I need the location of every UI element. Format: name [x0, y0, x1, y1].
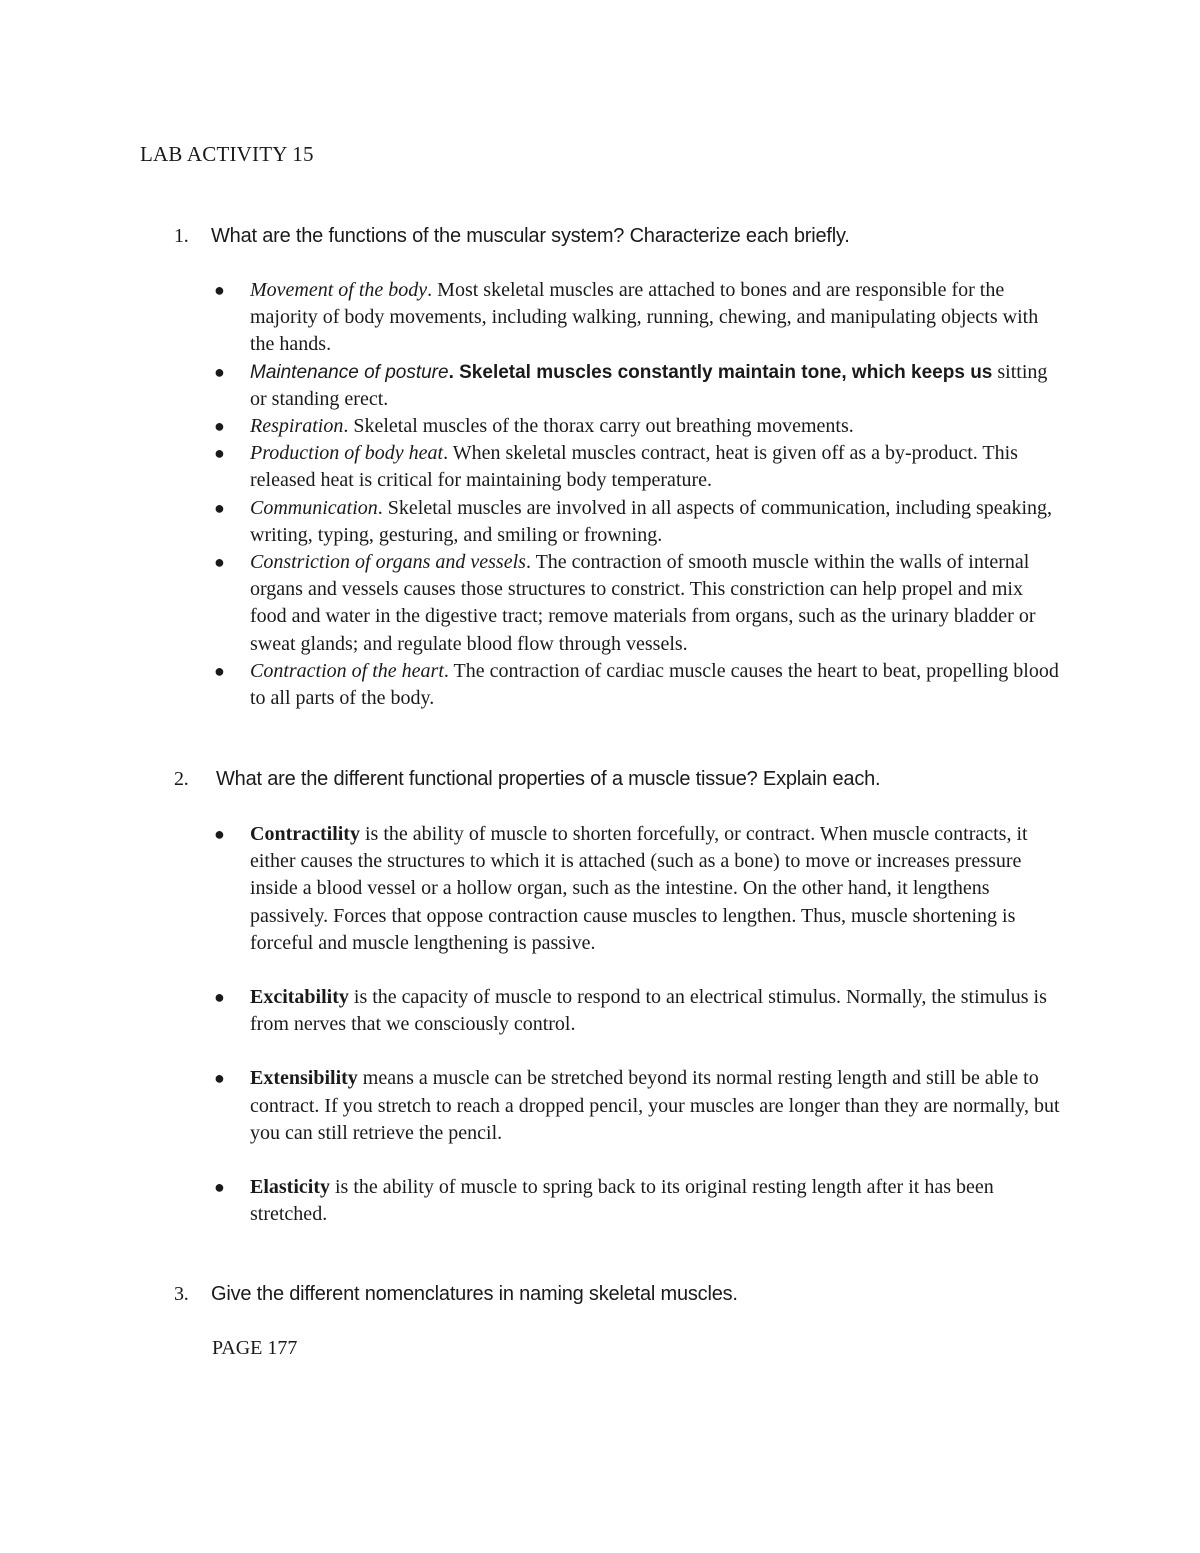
bullet-icon: ●	[214, 552, 225, 573]
question-number: 1.	[174, 225, 189, 247]
list-item	[212, 277, 1062, 359]
item-text: is the capacity of muscle to respond to an electrical stimulus. Normally, the stimulus is from nerves that we consciously control.	[250, 986, 1047, 1036]
list-item	[212, 984, 1062, 1038]
item-text: . Most skeletal muscles are attached to bones and are responsible for the majority of body movements, including walking, running, chewing, and manipulating objects with the hands.	[250, 279, 1039, 356]
bullet-icon: ●	[214, 361, 225, 382]
list-item	[212, 413, 1062, 440]
item-term: Extensibility	[250, 1067, 358, 1090]
item-text: is the ability of muscle to spring back to its original resting length after it has been stretched.	[250, 1176, 994, 1226]
item-term: Constriction of organs and vessels	[250, 551, 526, 574]
item-term: Maintenance of posture	[250, 361, 449, 383]
item-term: Communication	[250, 496, 378, 519]
bullet-icon: ●	[214, 497, 225, 518]
bullet-icon: ●	[214, 824, 225, 844]
bullet-icon: ●	[214, 1177, 225, 1198]
bullet-icon: ●	[214, 416, 225, 437]
item-text: . Skeletal muscles of the thorax carry out breathing movements.	[343, 415, 854, 438]
bullet-icon: ●	[214, 1068, 225, 1089]
question-text: Give the different nomenclatures in naming skeletal muscles.	[211, 1283, 738, 1305]
item-term: Contraction of the heart	[250, 659, 444, 682]
list-item	[212, 658, 1062, 712]
item-text: . The contraction of smooth muscle within the walls of internal organs and vessels causes those structures to constrict. This constriction can help propel and mix food and water in the digestive tract; remove materials from organs, such as the urinary bladder or sweat glands; and regulate blood flow through vessels.	[250, 551, 1036, 655]
question-number: 2.	[174, 768, 189, 790]
list-item	[212, 440, 1062, 494]
item-term: Excitability	[250, 986, 349, 1009]
list-item	[212, 1065, 1062, 1147]
bullet-icon: ●	[214, 280, 225, 300]
functions-list	[212, 277, 1062, 712]
question-text: What are the functions of the muscular system? Characterize each briefly.	[211, 225, 850, 247]
item-term: Production of body heat	[250, 442, 444, 465]
item-term: Movement of the body	[250, 279, 428, 301]
item-text-bold: . Skeletal muscles constantly maintain tone, which keeps us	[448, 361, 993, 383]
item-text: sitting or standing erect.	[250, 360, 1048, 410]
bullet-icon: ●	[214, 443, 225, 464]
bullet-icon: ●	[214, 660, 225, 681]
question-number: 3.	[174, 1283, 189, 1305]
item-term: Elasticity	[250, 1176, 330, 1199]
item-text: . When skeletal muscles contract, heat is given off as a by-product. This released heat is critical for maintaining body temperature.	[250, 442, 1018, 492]
page-number: PAGE 177	[212, 1337, 298, 1359]
page-title: LAB ACTIVITY 15	[140, 142, 314, 166]
list-item	[212, 821, 1062, 957]
item-text: means a muscle can be stretched beyond its normal resting length and still be able to contract. If you stretch to reach a dropped pencil, your muscles are longer than they are normally, but you can still retrieve the pencil.	[250, 1067, 1060, 1144]
list-item	[212, 359, 1062, 413]
item-term: Respiration	[250, 415, 344, 438]
item-text: is the ability of muscle to shorten forcefully, or contract. When muscle contracts, it either causes the structures to which it is attached (such as a bone) to move or increases pressure inside a blood vessel or a hollow organ, such as the intestine. On the other hand, it lengthens passively. Forces that oppose contraction cause muscles to lengthen. Thus, muscle shortening is forceful and muscle lengthening is passive.	[250, 823, 1028, 954]
item-text: . Skeletal muscles are involved in all aspects of communication, including speaking, writing, typing, gesturing, and smiling or frowning.	[250, 496, 1053, 546]
item-text: . The contraction of cardiac muscle causes the heart to beat, propelling blood to all parts of the body.	[250, 659, 1059, 710]
list-item	[212, 549, 1062, 658]
bullet-icon: ●	[214, 987, 225, 1008]
list-item	[212, 495, 1062, 549]
list-item	[212, 1174, 1062, 1228]
question-text: What are the different functional properties of a muscle tissue? Explain each.	[216, 768, 881, 790]
item-term: Contractility	[250, 823, 360, 845]
properties-list	[212, 821, 1062, 1228]
